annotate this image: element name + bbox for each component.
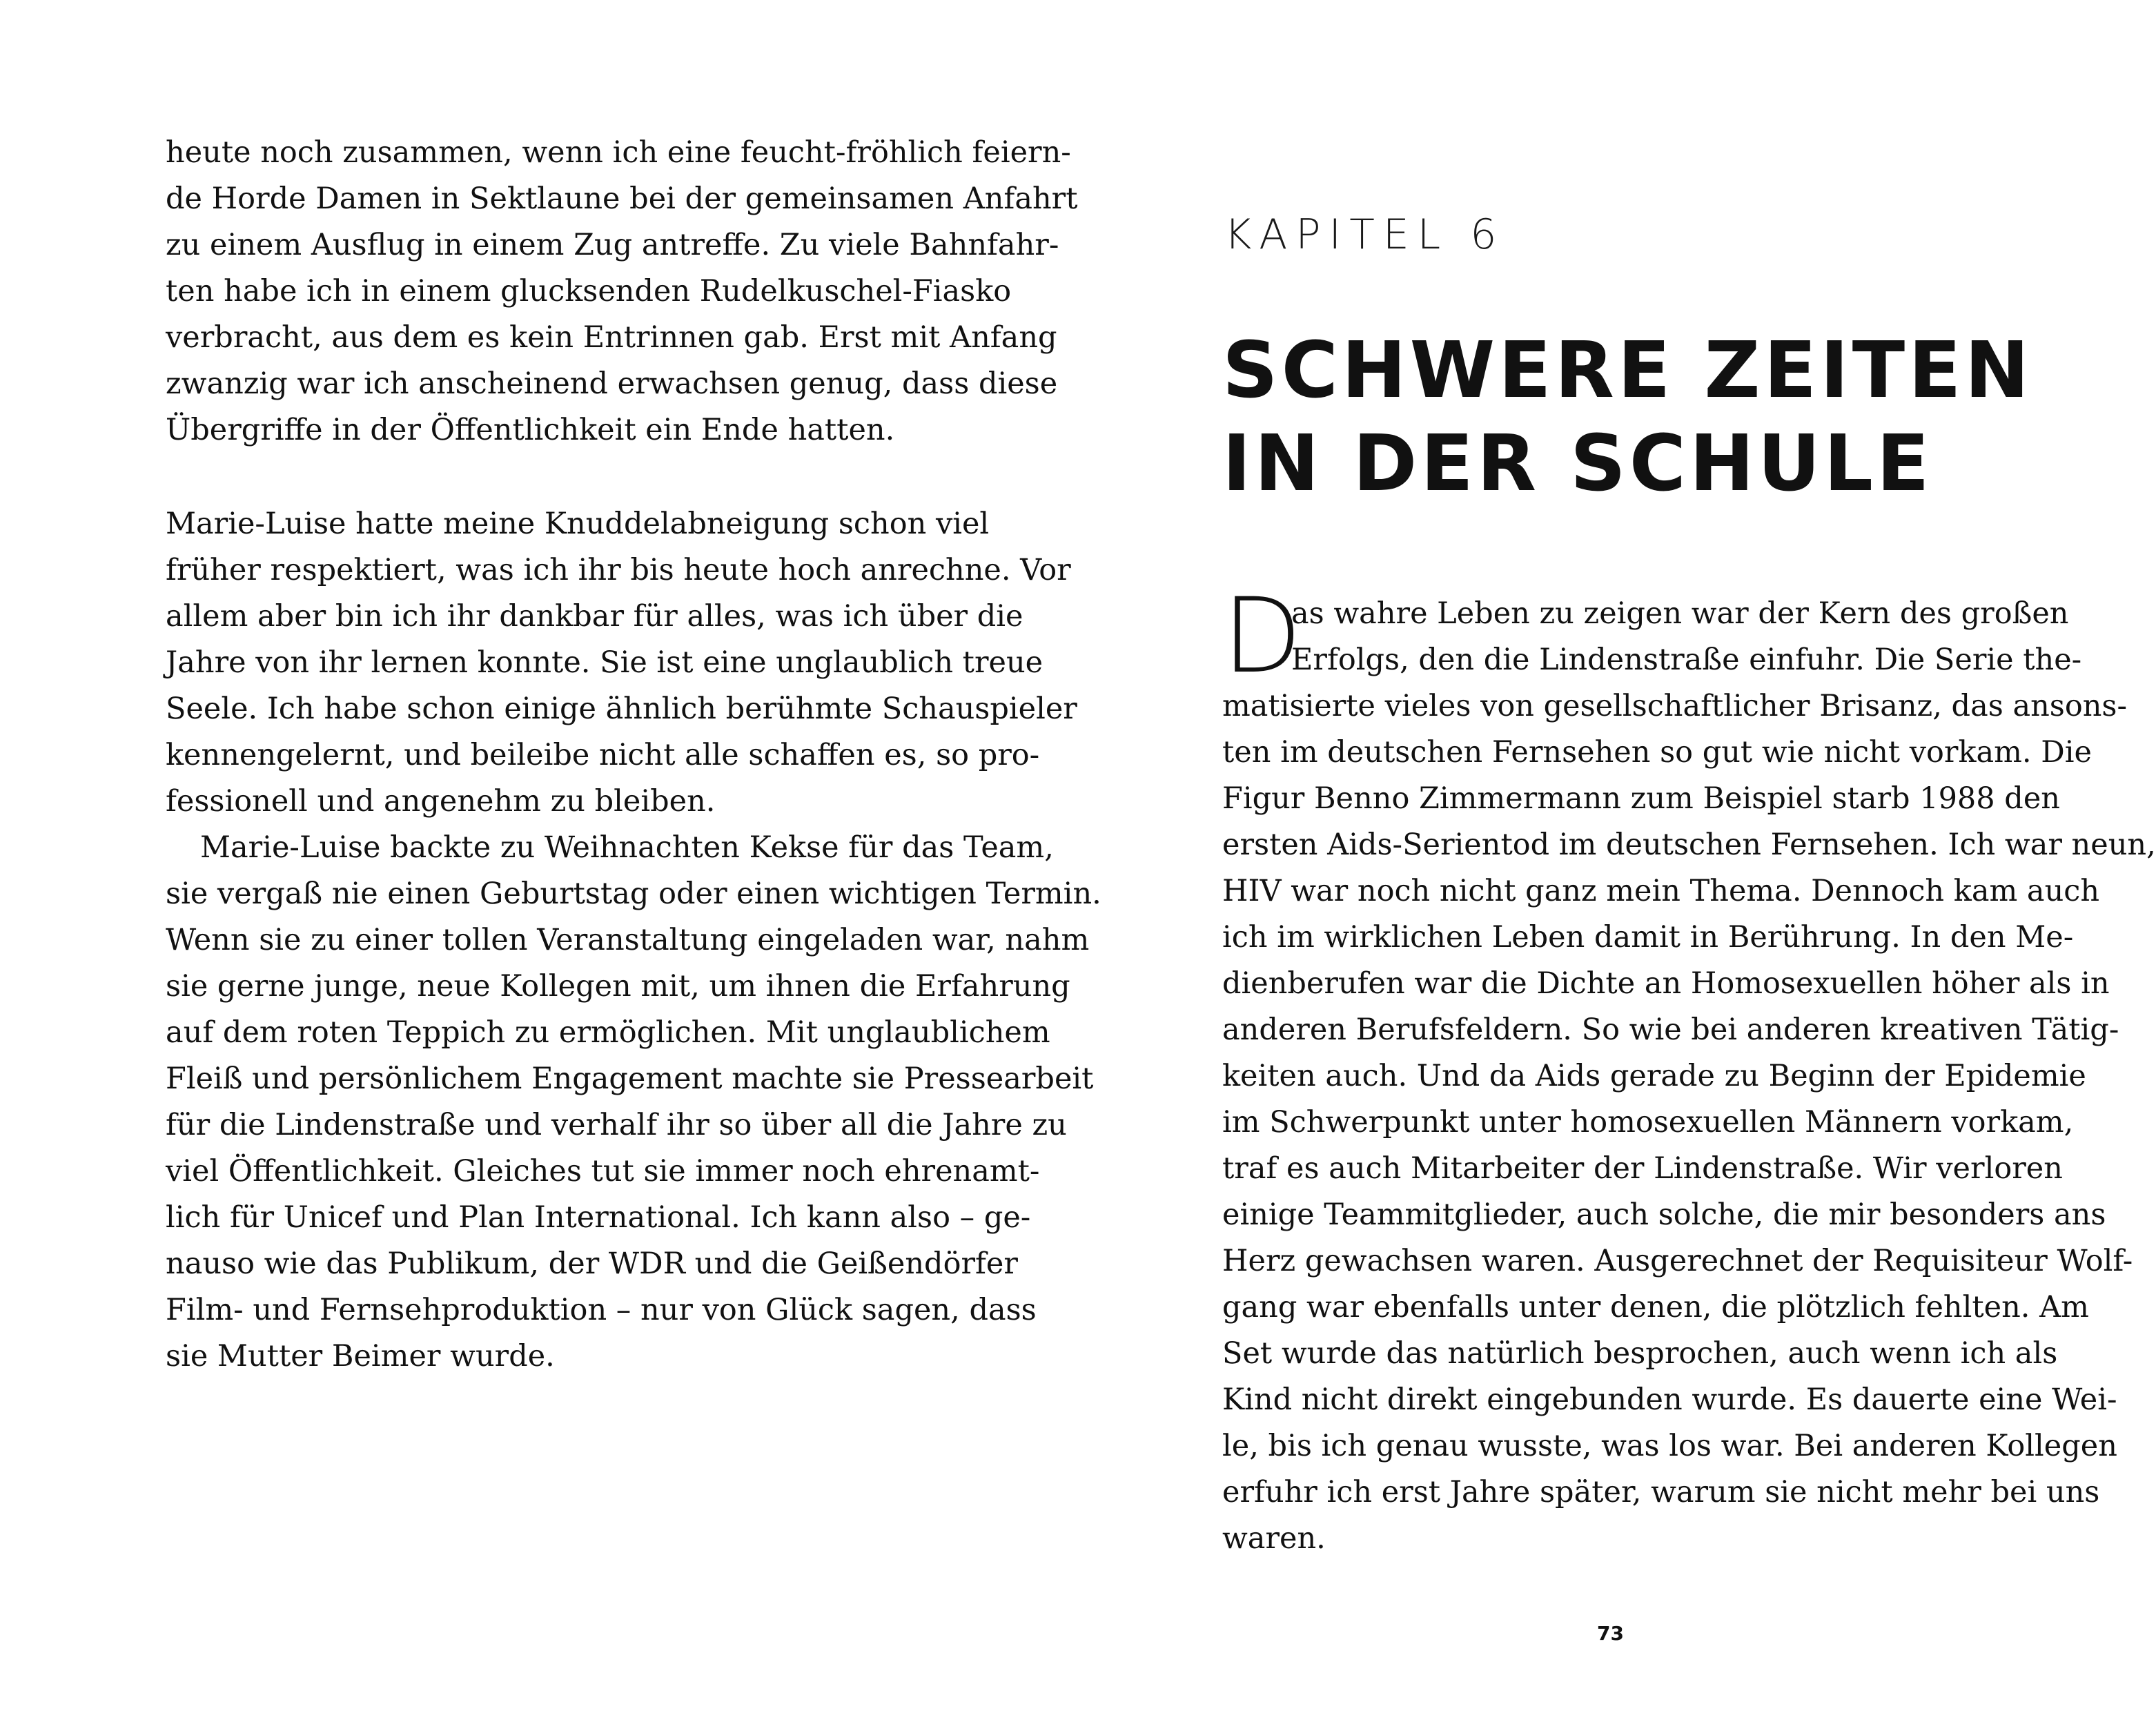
text-line: ten habe ich in einem glucksenden Rudelkuschel-Fiasko (166, 274, 1012, 309)
drop-cap: D (1222, 576, 1302, 696)
text-line: fessionell und angenehm zu bleiben. (166, 784, 716, 819)
text-line: früher respektiert, was ich ihr bis heute hoch anrechne. Vor (166, 553, 1071, 587)
chapter-title-line: SCHWERE ZEITEN (1222, 326, 2033, 416)
text-line: Wenn sie zu einer tollen Veranstaltung eingeladen war, nahm (166, 923, 1090, 957)
text-line: Fleiß und persönlichem Engagement machte sie Pressearbeit (166, 1062, 1094, 1096)
text-line: allem aber bin ich ihr dankbar für alles, was ich über die (166, 599, 1023, 634)
chapter-label: KAPITEL 6 (1224, 211, 1505, 259)
text-line: matisierte vieles von gesellschaftlicher Brisanz, das ansons- (1222, 689, 2128, 723)
text-line: gang war ebenfalls unter denen, die plötzlich fehlten. Am (1222, 1290, 2089, 1325)
text-line: ich im wirklichen Leben damit in Berührung. In den Me- (1222, 920, 2074, 955)
text-line: zwanzig war ich anscheinend erwachsen genug, dass diese (166, 367, 1058, 401)
text-line: Erfolgs, den die Lindenstraße einfuhr. Die Serie the- (1291, 643, 2082, 677)
text-line: Übergriffe in der Öffentlichkeit ein Ende hatten. (166, 413, 895, 447)
text-line: anderen Berufsfeldern. So wie bei anderen kreativen Tätig- (1222, 1013, 2119, 1047)
text-line: sie vergaß nie einen Geburtstag oder einen wichtigen Termin. (166, 877, 1101, 911)
right-page (1076, 0, 2156, 1720)
text-line: ersten Aids-Serientod im deutschen Fernsehen. Ich war neun, (1222, 828, 2156, 862)
text-line: HIV war noch nicht ganz mein Thema. Dennoch kam auch (1222, 874, 2100, 908)
text-line: Kind nicht direkt eingebunden wurde. Es dauerte eine Wei- (1222, 1382, 2117, 1417)
text-line: im Schwerpunkt unter homosexuellen Männern vorkam, (1222, 1105, 2074, 1140)
page-number: 73 (1597, 1622, 1624, 1645)
text-line: Set wurde das natürlich besprochen, auch wenn ich als (1222, 1336, 2058, 1371)
text-line: heute noch zusammen, wenn ich eine feucht-fröhlich feiern- (166, 135, 1071, 170)
text-line: Marie-Luise hatte meine Knuddelabneigung schon viel (166, 507, 990, 541)
text-line: waren. (1222, 1521, 1326, 1556)
text-line: Seele. Ich habe schon einige ähnlich berühmte Schauspieler (166, 692, 1077, 726)
text-line: erfuhr ich erst Jahre später, warum sie nicht mehr bei uns (1222, 1475, 2100, 1509)
text-line: sie Mutter Beimer wurde. (166, 1339, 555, 1374)
text-line: sie gerne junge, neue Kollegen mit, um ihnen die Erfahrung (166, 969, 1070, 1004)
text-line: einige Teammitglieder, auch solche, die mir besonders ans (1222, 1198, 2106, 1232)
text-line: viel Öffentlichkeit. Gleiches tut sie immer noch ehrenamt- (166, 1154, 1040, 1189)
text-line: keiten auch. Und da Aids gerade zu Beginn der Epidemie (1222, 1059, 2086, 1093)
chapter-body (1222, 591, 2156, 1562)
paragraph-1 (166, 130, 1078, 453)
text-line: ten im deutschen Fernsehen so gut wie nicht vorkam. Die (1222, 735, 2092, 770)
text-line: as wahre Leben zu zeigen war der Kern des großen (1291, 596, 2069, 631)
text-line: verbracht, aus dem es kein Entrinnen gab. Erst mit Anfang (166, 320, 1057, 355)
paragraph-2 (166, 501, 1101, 1380)
chapter-title-line: IN DER SCHULE (1222, 419, 1933, 509)
text-line: nauso wie das Publikum, der WDR und die Geißendörfer (166, 1247, 1018, 1281)
text-line: lich für Unicef und Plan International. Ich kann also – ge- (166, 1200, 1031, 1235)
text-line: de Horde Damen in Sektlaune bei der gemeinsamen Anfahrt (166, 182, 1078, 216)
text-line: Marie-Luise backte zu Weihnachten Kekse für das Team, (200, 830, 1054, 865)
text-line: für die Lindenstraße und verhalf ihr so über all die Jahre zu (166, 1108, 1067, 1142)
text-line: Herz gewachsen waren. Ausgerechnet der Requisiteur Wolf- (1222, 1244, 2133, 1278)
text-line: le, bis ich genau wusste, was los war. Bei anderen Kollegen (1222, 1429, 2117, 1463)
text-line: Film- und Fernsehproduktion – nur von Glück sagen, dass (166, 1293, 1037, 1327)
text-line: kennengelernt, und beileibe nicht alle schaffen es, so pro- (166, 738, 1040, 772)
text-line: Figur Benno Zimmermann zum Beispiel starb 1988 den (1222, 781, 2060, 816)
text-line: traf es auch Mitarbeiter der Lindenstraße. Wir verloren (1222, 1151, 2063, 1186)
text-line: Jahre von ihr lernen konnte. Sie ist eine unglaublich treue (166, 645, 1043, 680)
text-line: dienberufen war die Dichte an Homosexuellen höher als in (1222, 966, 2110, 1001)
text-line: auf dem roten Teppich zu ermöglichen. Mit unglaublichem (166, 1015, 1050, 1050)
chapter-title (1222, 324, 2032, 511)
text-line: zu einem Ausflug in einem Zug antreffe. Zu viele Bahnfahr- (166, 228, 1059, 262)
